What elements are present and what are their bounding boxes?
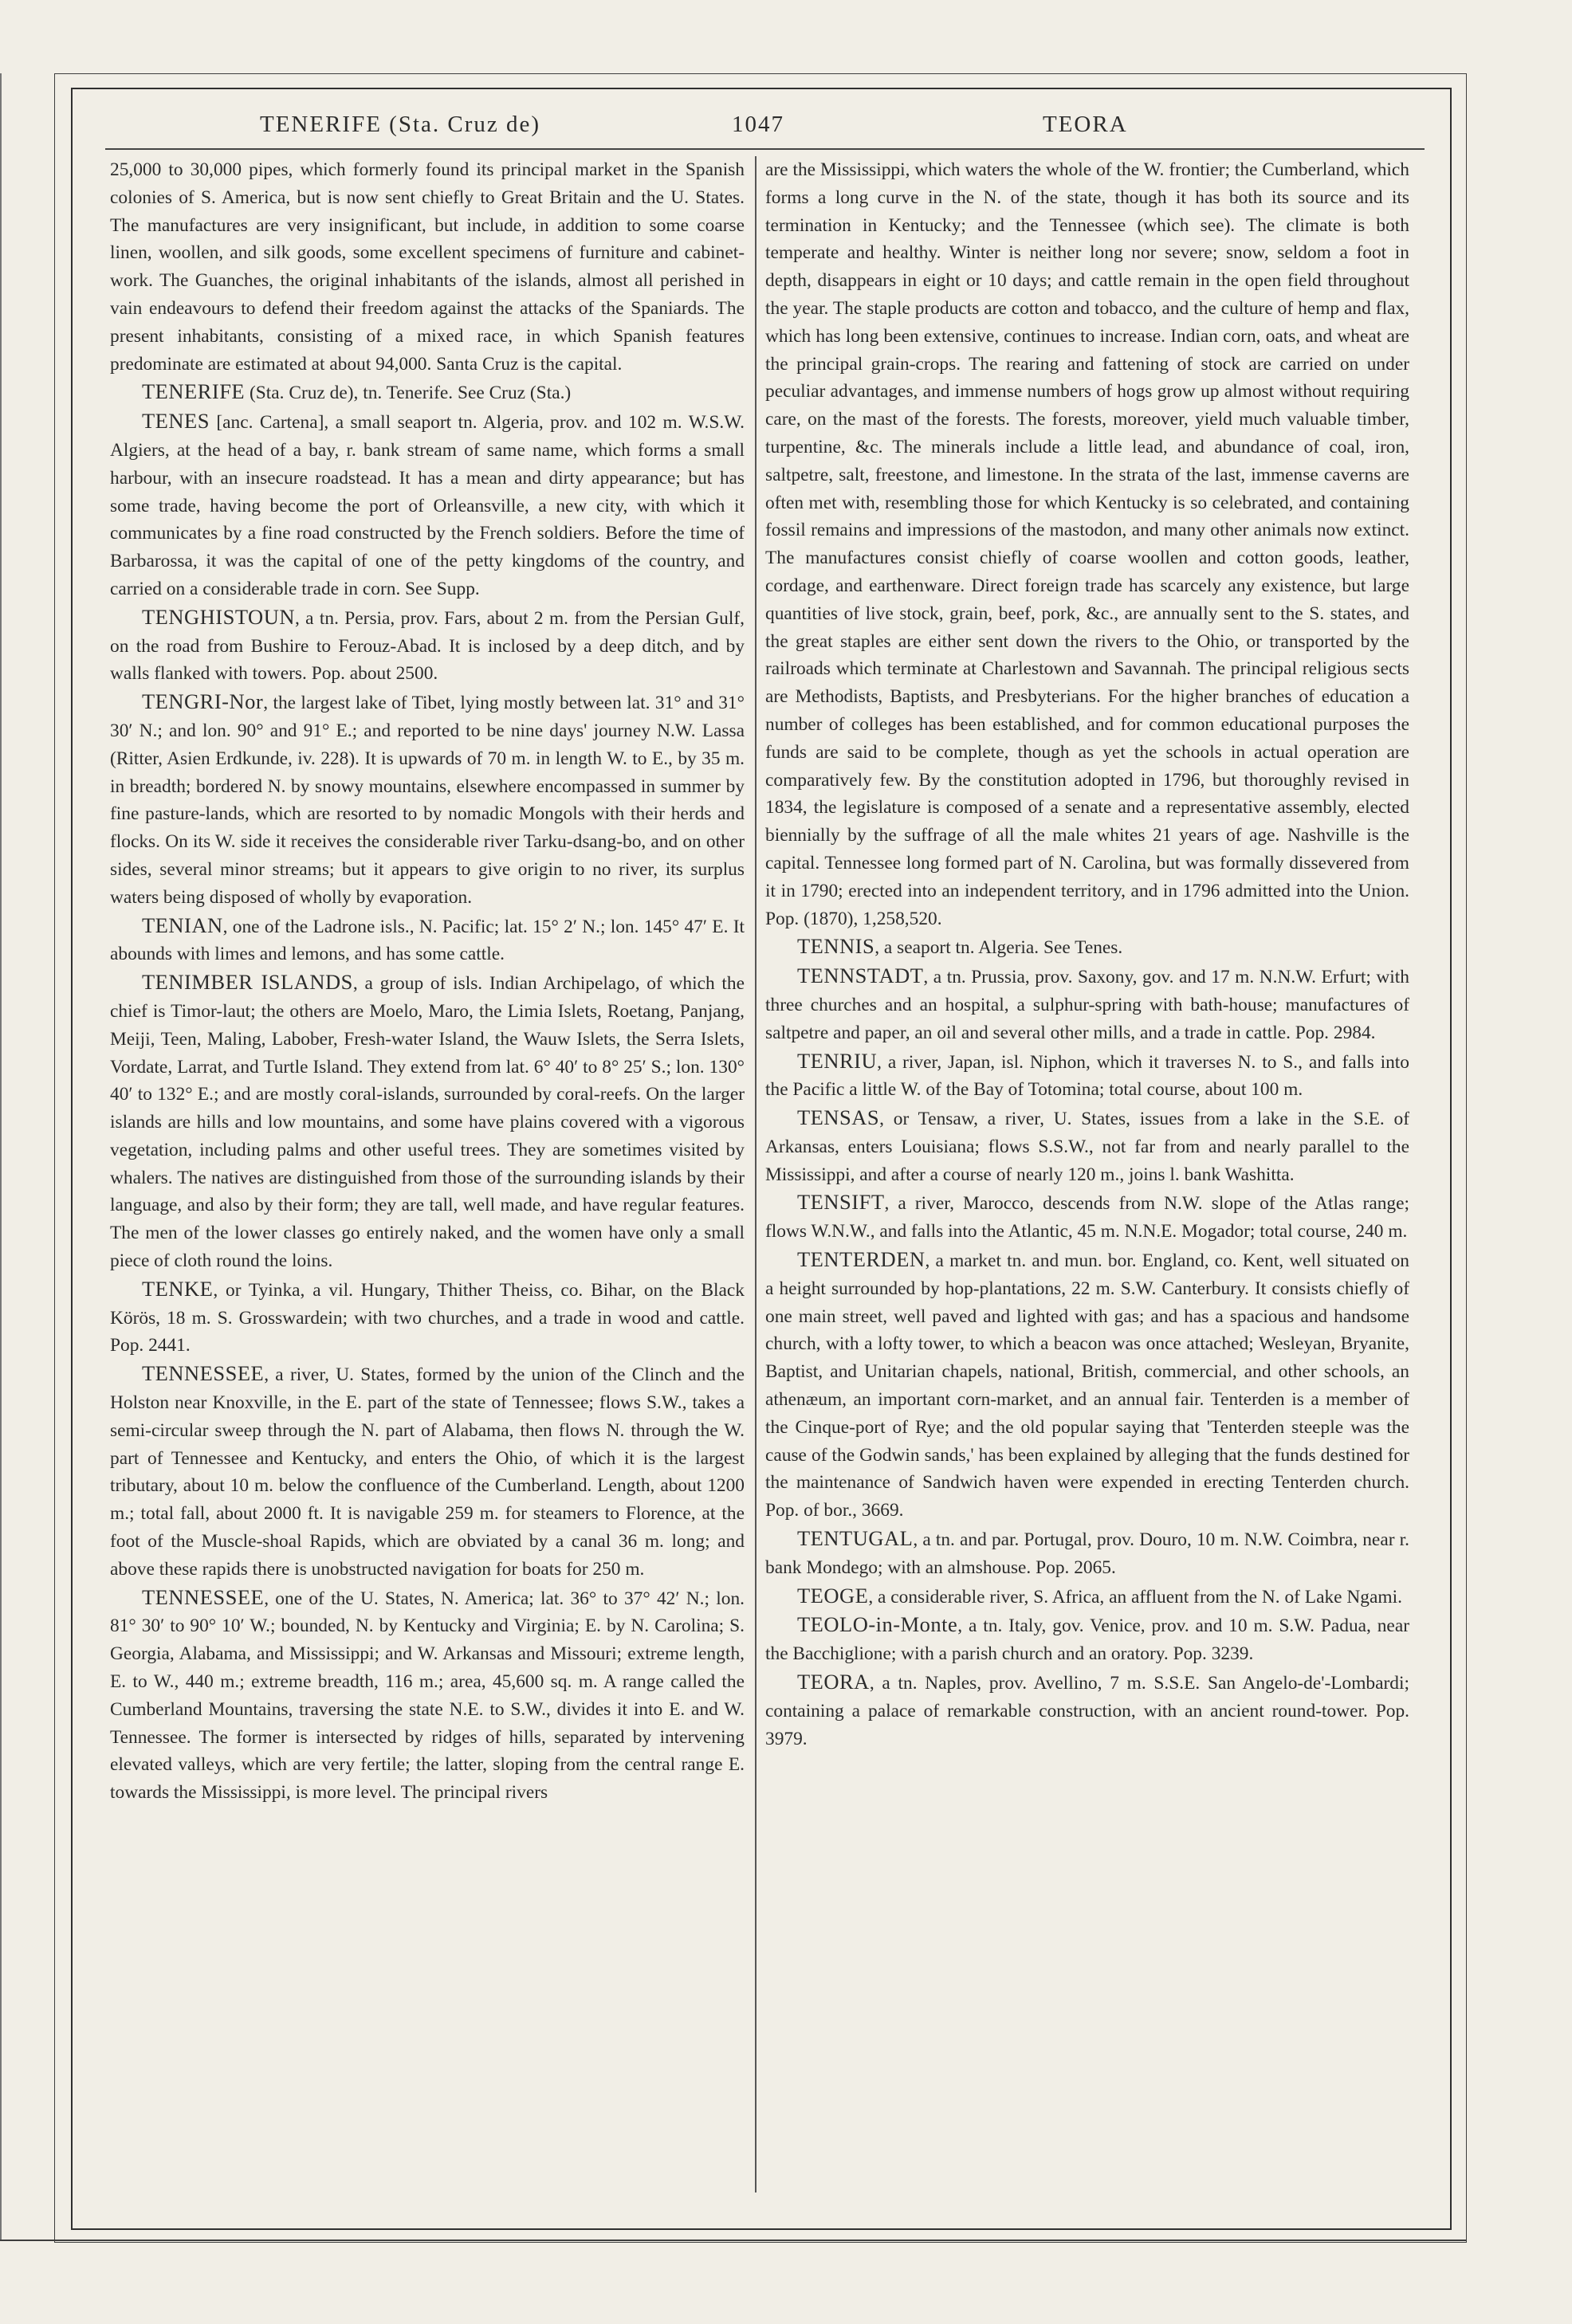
dictionary-entry xyxy=(110,1360,745,1583)
entry-text: , a tn. Naples, prov. Avellino, 7 m. S.S.E. San Angelo-de'-Lombardi; containing a palace of remarkable construction, with an ancient round-tower. Pop. 3979. xyxy=(765,1673,1409,1749)
entry-headword: TENIMBER ISLANDS xyxy=(142,970,353,995)
entry-text: , a river, Japan, isl. Niphon, which it traverses N. to S., and falls into the Pacific a little W. of the Bay of Totomina; total course, about 100 m. xyxy=(765,1051,1409,1101)
dictionary-entry xyxy=(110,688,745,911)
entry-text: , a tn. Italy, gov. Venice, prov. and 10 m. S.W. Padua, near the Bacchiglione; with a parish church and an oratory. Pop. 3239. xyxy=(765,1615,1409,1665)
entry-headword: TENSAS xyxy=(797,1105,880,1130)
entry-headword: TEORA xyxy=(797,1670,870,1694)
dictionary-entry xyxy=(765,1047,1409,1105)
dictionary-entry xyxy=(765,1668,1409,1753)
entry-text: , a tn. and par. Portugal, prov. Douro, 10 m. N.W. Coimbra, near r. bank Mondego; with an almshouse. Pop. 2065. xyxy=(765,1529,1409,1578)
dictionary-entry xyxy=(765,932,1409,962)
entry-headword: TENTUGAL xyxy=(797,1526,914,1551)
dictionary-entry xyxy=(765,1188,1409,1246)
entry-headword: TENGRI-Nor xyxy=(142,689,264,714)
left-column xyxy=(110,155,745,2195)
entry-headword: TENIAN xyxy=(142,913,223,937)
dictionary-entry xyxy=(110,1584,745,1807)
running-header xyxy=(78,105,1441,145)
page-number: 1047 xyxy=(732,112,784,137)
entry-text: , a market tn. and mun. bor. England, co. Kent, well situated on a height surrounded by hop-plantations, 22 m. S.W. Canterbury. It consists chiefly of one main street, well paved and lighted with gas; and has a spacious and handsome church, with a lofty tower, to which a beacon was once attached; Wesleyan, Bryanite, Baptist, and Unitarian chapels, national, British, commercial, and other schools, an athenæum, an important corn-market, and an annual fair. Tenterden is a member of the Cinque-port of Rye; and the old popular saying that 'Tenterden steeple was the cause of the Godwin sands,' has been explained by alleging that the funds destined for the maintenance of Sandwich haven were expended in erecting Tenterden church. Pop. of bor., 3669. xyxy=(765,1250,1409,1521)
dictionary-entry: are the Mississippi, which waters the whole of the W. frontier; the Cumberland, which forms a long curve in the N. of the state, though it has both its source and its termination in Kentucky; and the Tennessee (which see). The climate is both temperate and healthy. Winter is neither long nor severe; snow, seldom a foot in depth, disappears in eight or 10 days; and cattle remain in the open field throughout the year. The staple products are cotton and tobacco, and the culture of hemp and flax, which has long been extensive, continues to increase. Indian corn, oats, and wheat are the principal grain-crops. The rearing and fattening of stock are carried on under peculiar advantages, and immense numbers of hogs grow up almost without requiring care, on the mast of the forests. The forests, moreover, yield much valuable timber, turpentine, &c. The minerals include a little lead, and abundance of coal, iron, saltpetre, salt, freestone, and limestone. In the strata of the last, immense caverns are often met with, resembling those for which Kentucky is so celebrated, and containing fossil remains and impressions of the mastodon, and many other animals now extinct. The manufactures consist chiefly of coarse woollen and cotton goods, leather, cordage, and earthenware. Direct foreign trade has scarcely any existence, but large quantities of live stock, grain, beef, pork, &c., are annually sent to the S. states, and the great staples are either sent down the rivers to the Ohio, or transported by the railroads which terminate at Charlestown and Savannah. The principal religious sects are Methodists, Baptists, and Presbyterians. For the higher branches of education a number of colleges has been established, and for common educational purposes the funds are said to be complete, though as yet the schools in actual operation are comparatively few. By the constitution adopted in 1796, but thoroughly revised in 1834, the legislature is composed of a senate and a representative assembly, elected biennially by the suffrage of all the male whites 21 years of age. Nashville is the capital. Tennessee long formed part of N. Carolina, but was formally dissevered from it in 1790; erected into an independent territory, and in 1796 admitted into the Union. Pop. (1870), 1,258,520. xyxy=(765,159,1409,929)
dictionary-entry xyxy=(110,407,745,603)
dictionary-entry xyxy=(765,1582,1409,1611)
entry-text: [anc. Cartena], a small seaport tn. Algeria, prov. and 102 m. W.S.W. Algiers, at the head of a bay, r. bank stream of same name, which forms a small harbour, with an insecure roadstead. It has a mean and dirty appearance; but has some trade, having become the port of Orleansville, a new city, with which it communicates by a fine road constructed by the French soldiers. Before the time of Barbarossa, it was the capital of one of the petty kingdoms of the country, and carried on a considerable trade in corn. See Supp. xyxy=(110,412,745,599)
outer-bottom-rule xyxy=(0,2240,1467,2241)
outer-left-rule xyxy=(0,73,2,2241)
entry-headword: TENNIS xyxy=(797,934,875,959)
right-column xyxy=(765,155,1409,2195)
column-divider xyxy=(755,156,757,2192)
entry-headword: TENERIFE xyxy=(142,379,246,404)
header-left-catchword: TENERIFE (Sta. Cruz de) xyxy=(260,112,541,137)
entry-headword: TENSIFT xyxy=(797,1190,885,1215)
entry-headword: TEOGE xyxy=(797,1583,869,1608)
dictionary-entry xyxy=(110,378,745,407)
dictionary-entry xyxy=(765,1246,1409,1525)
entry-text: , a considerable river, S. Africa, an affluent from the N. of Lake Ngami. xyxy=(868,1586,1402,1608)
entry-text: , one of the Ladrone isls., N. Pacific; lat. 15° 2′ N.; lon. 145° 47′ E. It abounds with limes and lemons, and has some cattle. xyxy=(110,916,745,965)
entry-text: , a group of isls. Indian Archipelago, of which the chief is Timor-laut; the others are Moelo, Maro, the Limia Islets, Roetang, Panjang, Meiji, Teen, Maling, Labober, Fresh-water Island, the Wauw Islets, the Serra Islets, Vordate, Larrat, and Turtle Island. They extend from lat. 6° 40′ to 8° 25′ S.; lon. 130° 40′ to 132° E.; and are mostly coral-islands, surrounded by coral-reefs. On the larger islands are hills and low mountains, and some have plains covered with a vigorous vegetation, including palms and other useful trees. They are sometimes visited by whalers. The natives are distinguished from those of the surrounding islands by their language, and also by their form; they are tall, well made, and have regular features. The men of the lower classes go entirely naked, and the women have only a small piece of cloth round the loins. xyxy=(110,973,745,1272)
dictionary-entry: 25,000 to 30,000 pipes, which formerly found its principal market in the Spanish colonies of S. America, but is now sent chiefly to Great Britain and the U. States. The manufactures are very insignificant, but include, in addition to some coarse linen, woollen, and silk goods, some excellent specimens of furniture and cabinet-work. The Guanches, the original inhabitants of the islands, almost all perished in vain endeavours to defend their freedom against the attacks of the Spaniards. The present inhabitants, consisting of a mixed race, in which Spanish features predominate are estimated at about 94,000. Santa Cruz is the capital. xyxy=(110,159,745,375)
entry-text: (Sta. Cruz de), tn. Tenerife. See Cruz (Sta.) xyxy=(245,383,572,404)
entry-text: , one of the U. States, N. America; lat. 36° to 37° 42′ N.; lon. 81° 30′ to 90° 10′ W.; bounded, N. by Kentucky and Virginia; E. by N. Carolina; S. Georgia, Alabama, and Mississippi; and W. Arkansas and Missouri; extreme length, E. to W., 440 m.; extreme breadth, 116 m.; area, 45,600 sq. m. A range called the Cumberland Mountains, traversing the state N.E. to S.W., divides it into E. and W. Tennessee. The former is intersected by ridges of hills, separated by intervening elevated valleys, which are very fertile; the latter, sloping from the central range E. towards the Mississippi, is more level. The principal rivers xyxy=(110,1588,745,1804)
entry-headword: TENNESSEE xyxy=(142,1361,265,1386)
header-rule xyxy=(105,148,1425,150)
entry-text: , the largest lake of Tibet, lying mostly between lat. 31° and 31° 30′ N.; and lon. 90° and 91° E.; and reported to be nine days' journey N.W. Lassa (Ritter, Asien Erdkunde, iv. 228). It is upwards of 70 m. in length W. to E., by 35 m. in breadth; bordered N. by snowy mountains, elsewhere encompassed in summer by fine pasture-lands, which are resorted to by nomadic Mongols with their herds and flocks. On its W. side it receives the considerable river Tarku-dsang-bo, and on other sides, several minor streams; but it appears to give origin to no river, its surplus waters being disposed of wholly by evaporation. xyxy=(110,693,745,908)
dictionary-entry xyxy=(765,1104,1409,1188)
entry-text: , a tn. Prussia, prov. Saxony, gov. and 17 m. N.N.W. Erfurt; with three churches and an hospital, a sulphur-spring with bath-house; manufactures of saltpetre and paper, an oil and several other mills, and a trade in cattle. Pop. 2984. xyxy=(765,967,1409,1043)
dictionary-entry xyxy=(110,968,745,1275)
entry-headword: TENKE xyxy=(142,1276,214,1301)
entry-text: , a river, Marocco, descends from N.W. slope of the Atlas range; flows W.N.W., and falls into the Atlantic, 45 m. N.N.E. Mogador; total course, 240 m. xyxy=(765,1193,1409,1242)
entry-headword: TENES xyxy=(142,409,210,434)
dictionary-entry xyxy=(110,1275,745,1360)
entry-headword: TENRIU xyxy=(797,1048,878,1073)
entry-text: , a tn. Persia, prov. Fars, about 2 m. from the Persian Gulf, on the road from Bushire to Ferouz-Abad. It is inclosed by a deep ditch, and by walls flanked with towers. Pop. about 2500. xyxy=(110,607,745,685)
dictionary-entry xyxy=(765,1611,1409,1668)
entry-headword: TENNSTADT xyxy=(797,964,924,988)
entry-headword: TENTERDEN xyxy=(797,1247,926,1272)
dictionary-entry xyxy=(765,962,1409,1046)
entry-text: , or Tyinka, a vil. Hungary, Thither Theiss, co. Bihar, on the Black Körös, 18 m. S. Grosswardein; with two churches, and a trade in wood and cattle. Pop. 2441. xyxy=(110,1279,745,1356)
dictionary-entry xyxy=(765,1525,1409,1582)
header-right-catchword: TEORA xyxy=(1043,112,1128,137)
entry-text: , or Tensaw, a river, U. States, issues from a lake in the S.E. of Arkansas, enters Louisiana; flows S.S.W., not far from and nearly parallel to the Mississippi, and after a course of nearly 120 m., joins l. bank Washitta. xyxy=(765,1109,1409,1185)
entry-headword: TENNESSEE xyxy=(142,1584,265,1609)
entry-headword: TEOLO-in-Monte xyxy=(797,1612,958,1637)
entry-headword: TENGHISTOUN xyxy=(142,604,295,629)
dictionary-entry xyxy=(110,603,745,688)
entry-text: , a seaport tn. Algeria. See Tenes. xyxy=(874,937,1123,959)
entry-text: , a river, U. States, formed by the union of the Clinch and the Holston near Knoxville, in the E. part of the state of Tennessee; flows S.W., takes a semi-circular sweep through the N. part of Alabama, then flows N. through the W. part of Tennessee and Kentucky, and enters the Ohio, of which it is the largest tributary, about 10 m. below the confluence of the Cumberland. Length, about 1200 m.; total fall, about 2000 ft. It is navigable 259 m. for steamers to Florence, at the foot of the Muscle-shoal Rapids, which are obviated by a canal 36 m. long; and above these rapids there is unobstructed navigation for boats for 250 m. xyxy=(110,1364,745,1580)
dictionary-entry xyxy=(110,912,745,969)
